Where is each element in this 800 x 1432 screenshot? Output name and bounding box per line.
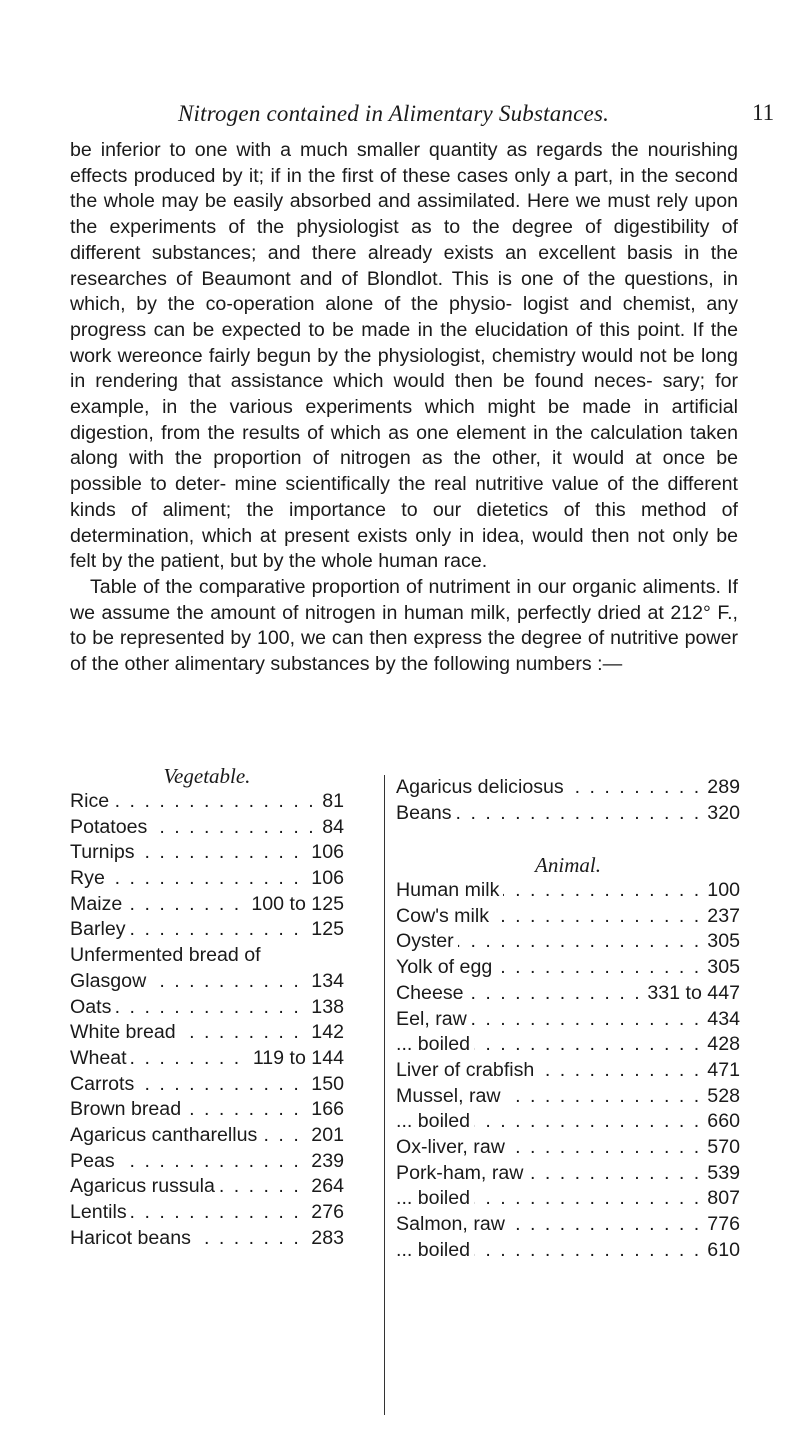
table-row — [396, 1161, 740, 1187]
table-row — [396, 1212, 740, 1238]
table-row-name — [396, 1058, 703, 1084]
animal-list — [396, 878, 740, 1263]
table-row-value: 81 — [318, 789, 344, 815]
table-row-name — [70, 1020, 307, 1046]
table-row — [70, 1020, 344, 1046]
table-row — [70, 1072, 344, 1098]
table-row-value: 150 — [307, 1072, 344, 1098]
table-row-name — [70, 815, 318, 841]
table-row — [70, 995, 344, 1021]
table-row-value: 428 — [703, 1032, 740, 1058]
table-row-value: 331 to 447 — [643, 981, 740, 1007]
table-row-value: 660 — [703, 1109, 740, 1135]
table-row-label: ... boiled — [396, 1110, 474, 1132]
table-row — [70, 1046, 344, 1072]
table-row-label: Peas — [70, 1150, 119, 1172]
table-row-name — [70, 917, 307, 943]
table-row-value: 125 — [307, 917, 344, 943]
table-row — [396, 801, 740, 827]
table-row-value: 610 — [703, 1238, 740, 1264]
table-row-name — [70, 1149, 307, 1175]
table-row-value: 84 — [318, 815, 344, 841]
table-row-value: 138 — [307, 995, 344, 1021]
table-row-label: Turnips — [70, 841, 139, 863]
table-row-label: Rye — [70, 867, 109, 889]
table-row-label: Pork-ham, raw — [396, 1162, 527, 1184]
table-row-value: 528 — [703, 1084, 740, 1110]
table-row-label: Maize — [70, 893, 126, 915]
table-row-value: 539 — [703, 1161, 740, 1187]
table-row-name — [70, 1097, 307, 1123]
table-row-value: 276 — [307, 1200, 344, 1226]
table-row — [396, 981, 740, 1007]
spacer — [396, 826, 740, 852]
table-row-label: Barley — [70, 918, 130, 940]
table-row-value: 320 — [703, 801, 740, 827]
table-row-name — [70, 995, 307, 1021]
table-row-name — [396, 955, 703, 981]
table-row-value — [340, 943, 344, 969]
table-row — [396, 1238, 740, 1264]
table-row-value: 239 — [307, 1149, 344, 1175]
column-divider — [384, 775, 385, 1415]
table-row-value: 471 — [703, 1058, 740, 1084]
table-row-name — [70, 866, 307, 892]
table-row — [70, 1097, 344, 1123]
table-row — [396, 1058, 740, 1084]
table-row — [70, 1123, 344, 1149]
table-row-label: Eel, raw — [396, 1008, 471, 1030]
table-row-label: Salmon, raw — [396, 1213, 509, 1235]
table-row — [396, 1109, 740, 1135]
table-row-name — [396, 1084, 703, 1110]
table-row-name — [70, 1123, 307, 1149]
table-row — [70, 815, 344, 841]
table-row-name — [396, 1007, 703, 1033]
right-column — [396, 775, 740, 1263]
table-row-value: 106 — [307, 866, 344, 892]
table-row-label: Cow's milk — [396, 905, 493, 927]
table-row — [70, 917, 344, 943]
table-row-value: 106 — [307, 840, 344, 866]
paragraph-2: Table of the comparative proportion of nutriment in our organic aliments. If we assume the amount of nitrogen in human milk, perfectly dried at 212° F., to be represented by 100, we can then express the degree of nutritive power of the other alimentary substances by the following numbers :— — [70, 575, 738, 676]
table-row-name — [70, 969, 307, 995]
vegetable-column — [70, 763, 344, 1251]
table-row-label: Oats — [70, 996, 115, 1018]
table-row-name — [70, 789, 318, 815]
table-row-value: 166 — [307, 1097, 344, 1123]
table-row — [70, 943, 344, 969]
table-row-value: 289 — [703, 775, 740, 801]
vegetable-continued-list — [396, 775, 740, 826]
table-row-name — [396, 1238, 703, 1264]
page-number: 11 — [752, 100, 775, 125]
table-row — [396, 1135, 740, 1161]
table-row-label: Mussel, raw — [396, 1085, 505, 1107]
table-row-name — [396, 981, 643, 1007]
table-row-label: Beans — [396, 802, 456, 824]
table-row — [396, 878, 740, 904]
table-row-name — [70, 1226, 307, 1252]
table-row-name — [396, 878, 703, 904]
table-row-label: ... boiled — [396, 1187, 474, 1209]
paragraph-1: be inferior to one with a much smaller quantity as regards the nourishing effects produced by it; if in the first of these cases only a part, in the second the whole may be easily absorbed and assimilated. Here we must rely upon the experiments of the physiologist as to the degree of digestibility of different substances; and there already exists an excellent basis in the researches of Beaumont and of Blondlot. This is one of the questions, in which, by the co-operation alone of the physio- logist and chemist, any progress can be expected to be made in the elucidation of this point. If the work wereonce fairly begun by the physiologist, chemistry would not be long in rendering that assistance which would then be found neces- sary; for example, in the various experiments which might be made in artificial digestion, from the results of which as one element in the calculation taken along with the proportion of nitrogen as the other, it would at once be possible to deter- mine scientifically the real nutritive value of the different kinds of aliment; the importance to our dietetics of this method of determination, which at present exists only in idea, would then not only be felt by the patient, but by the whole human race. — [70, 139, 738, 573]
table-row — [70, 866, 344, 892]
table-row-label: Lentils — [70, 1201, 131, 1223]
table-row-value: 142 — [307, 1020, 344, 1046]
table-row-value: 434 — [703, 1007, 740, 1033]
vegetable-list — [70, 789, 344, 1251]
table-row-name — [396, 1212, 703, 1238]
table-row-name — [396, 1161, 703, 1187]
table-row-value: 776 — [703, 1212, 740, 1238]
table-row-label: Agaricus russula — [70, 1175, 219, 1197]
table-row-label: Agaricus cantharellus — [70, 1124, 261, 1146]
table-row — [70, 969, 344, 995]
table-row — [70, 1174, 344, 1200]
table-row — [70, 789, 344, 815]
table-row — [396, 1186, 740, 1212]
table-row-label: Agaricus deliciosus — [396, 776, 568, 798]
table-row — [396, 904, 740, 930]
table-row — [70, 892, 344, 918]
table-row-value: 807 — [703, 1186, 740, 1212]
table-row — [396, 955, 740, 981]
table-row-value: 264 — [307, 1174, 344, 1200]
table-row-label: Yolk of egg — [396, 956, 496, 978]
table-row-name — [396, 1032, 703, 1058]
table-row-value: 201 — [307, 1123, 344, 1149]
table-row-name — [396, 1186, 703, 1212]
table-row — [70, 1200, 344, 1226]
table-row-label: Haricot beans — [70, 1227, 195, 1249]
table-row-label: ... boiled — [396, 1239, 474, 1261]
table-row — [70, 1149, 344, 1175]
table-row-label: Carrots — [70, 1073, 138, 1095]
table-row-name — [396, 1109, 703, 1135]
table-row-label: Liver of crabfish — [396, 1059, 538, 1081]
table-row-value: 134 — [307, 969, 344, 995]
table-row — [70, 1226, 344, 1252]
table-row-value: 570 — [703, 1135, 740, 1161]
table-row-name — [70, 840, 307, 866]
table-row-value: 305 — [703, 929, 740, 955]
table-row-label: Potatoes — [70, 816, 151, 838]
table-row-name — [70, 1174, 307, 1200]
table-row-value: 100 — [703, 878, 740, 904]
table-row-name — [70, 943, 340, 969]
table-row-value: 283 — [307, 1226, 344, 1252]
table-row-name — [70, 1046, 249, 1072]
table-row-name — [70, 1200, 307, 1226]
animal-heading: Animal. — [535, 853, 601, 878]
table-row-label: Unfermented bread of — [70, 944, 265, 966]
table-row-label: Glasgow — [70, 970, 150, 992]
table-row — [396, 1084, 740, 1110]
table-row-name — [396, 929, 703, 955]
table-row-label: White bread — [70, 1021, 180, 1043]
table-row-name — [70, 892, 247, 918]
table-row-label: Wheat — [70, 1047, 131, 1069]
table-row-label: Cheese — [396, 982, 468, 1004]
table-row-label: Rice — [70, 790, 113, 812]
table-row-name — [396, 1135, 703, 1161]
table-row-value: 119 to 144 — [249, 1046, 344, 1072]
table-row-name — [396, 801, 703, 827]
running-title: Nitrogen contained in Alimentary Substances. — [178, 101, 610, 126]
table-row-label: Brown bread — [70, 1098, 185, 1120]
table-row-value: 237 — [703, 904, 740, 930]
table-row — [70, 840, 344, 866]
table-row — [396, 929, 740, 955]
vegetable-heading: Vegetable. — [163, 764, 251, 788]
table-row-label: Ox-liver, raw — [396, 1136, 509, 1158]
body-text — [70, 138, 738, 678]
table-row — [396, 1007, 740, 1033]
table-row-name — [396, 904, 703, 930]
table-row-name — [70, 1072, 307, 1098]
table-row — [396, 1032, 740, 1058]
table-row-value: 305 — [703, 955, 740, 981]
table-row-label: Oyster — [396, 930, 458, 952]
table-row — [396, 775, 740, 801]
table-row-value: 100 to 125 — [247, 892, 344, 918]
table-row-label: ... boiled — [396, 1033, 474, 1055]
table-row-name — [396, 775, 703, 801]
table-row-label: Human milk — [396, 879, 503, 901]
